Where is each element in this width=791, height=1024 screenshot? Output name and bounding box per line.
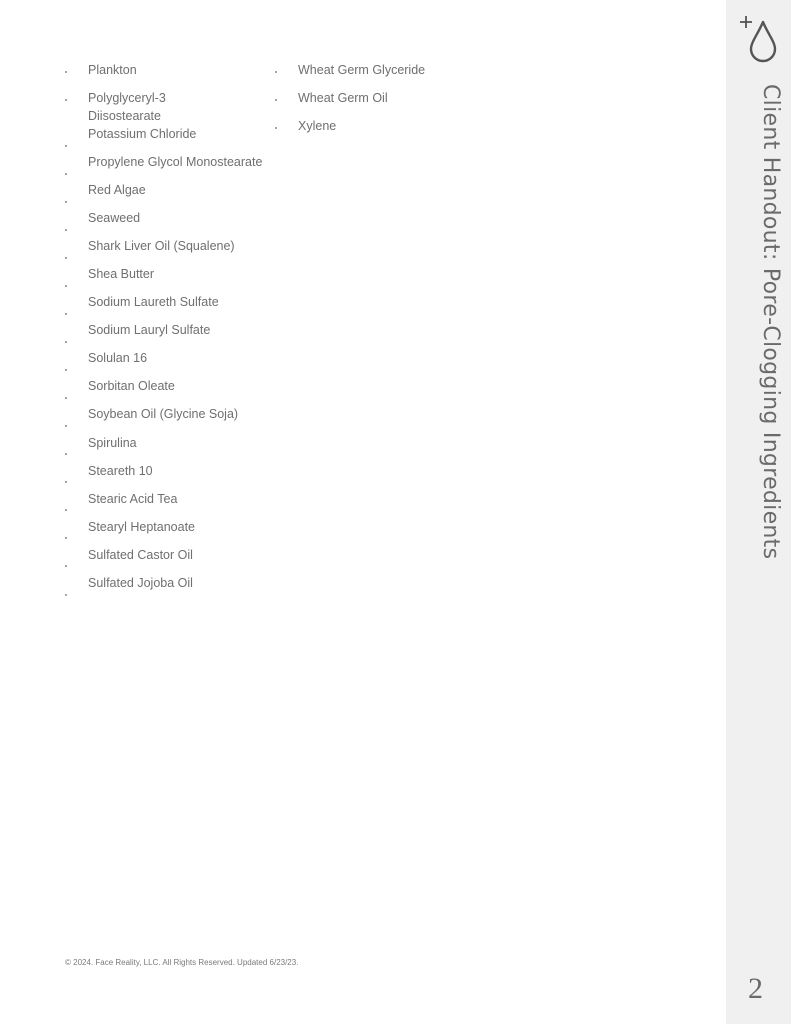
page-number: 2	[748, 972, 763, 1005]
bullet	[65, 145, 67, 147]
ingredient-item: Wheat Germ Oil	[298, 91, 388, 105]
ingredient-item: Spirulina	[88, 436, 137, 450]
ingredient-item: Red Algae	[88, 183, 146, 197]
bullet	[65, 537, 67, 539]
bullet	[65, 257, 67, 259]
ingredient-item: Xylene	[298, 119, 337, 133]
bullet	[65, 341, 67, 343]
sidebar-title: Client Handout: Pore-Clogging Ingredients	[758, 84, 783, 560]
ingredient-item: Sodium Lauryl Sulfate	[88, 323, 211, 337]
ingredient-item: Shark Liver Oil (Squalene)	[88, 239, 235, 253]
bullet	[65, 369, 67, 371]
bullet	[65, 99, 67, 101]
bullet	[65, 594, 67, 596]
ingredient-item: Propylene Glycol Monostearate	[88, 155, 263, 169]
copyright-footer: © 2024. Face Reality, LLC. All Rights Reserved. Updated 6/23/23.	[65, 958, 299, 967]
bullet	[275, 127, 277, 129]
ingredient-item: Sulfated Jojoba Oil	[88, 576, 193, 590]
bullet	[65, 313, 67, 315]
bullet	[65, 71, 67, 73]
ingredient-item: Seaweed	[88, 211, 141, 225]
ingredient-item: Sorbitan Oleate	[88, 379, 175, 393]
ingredient-item: Sulfated Castor Oil	[88, 548, 193, 562]
bullet	[65, 397, 67, 399]
bullet	[65, 565, 67, 567]
ingredient-item: Polyglyceryl-3 Diisostearate	[88, 91, 166, 123]
plus-droplet-icon	[737, 12, 781, 64]
bullet	[65, 173, 67, 175]
bullet	[275, 99, 277, 101]
ingredient-item: Potassium Chloride	[88, 127, 197, 141]
bullet	[65, 509, 67, 511]
bullet	[65, 201, 67, 203]
bullet	[65, 229, 67, 231]
ingredient-item: Stearic Acid Tea	[88, 492, 178, 506]
bullet	[65, 453, 67, 455]
ingredient-item: Plankton	[88, 63, 137, 77]
ingredient-item: Steareth 10	[88, 464, 153, 478]
bullet	[275, 71, 277, 73]
bullet	[65, 481, 67, 483]
bullet	[65, 425, 67, 427]
ingredient-item: Solulan 16	[88, 351, 148, 365]
ingredient-item: Sodium Laureth Sulfate	[88, 295, 219, 309]
ingredient-item: Shea Butter	[88, 267, 155, 281]
ingredient-item: Stearyl Heptanoate	[88, 520, 196, 534]
ingredient-item: Soybean Oil (Glycine Soja)	[88, 407, 239, 421]
ingredient-item: Wheat Germ Glyceride	[298, 63, 426, 77]
bullet	[65, 285, 67, 287]
